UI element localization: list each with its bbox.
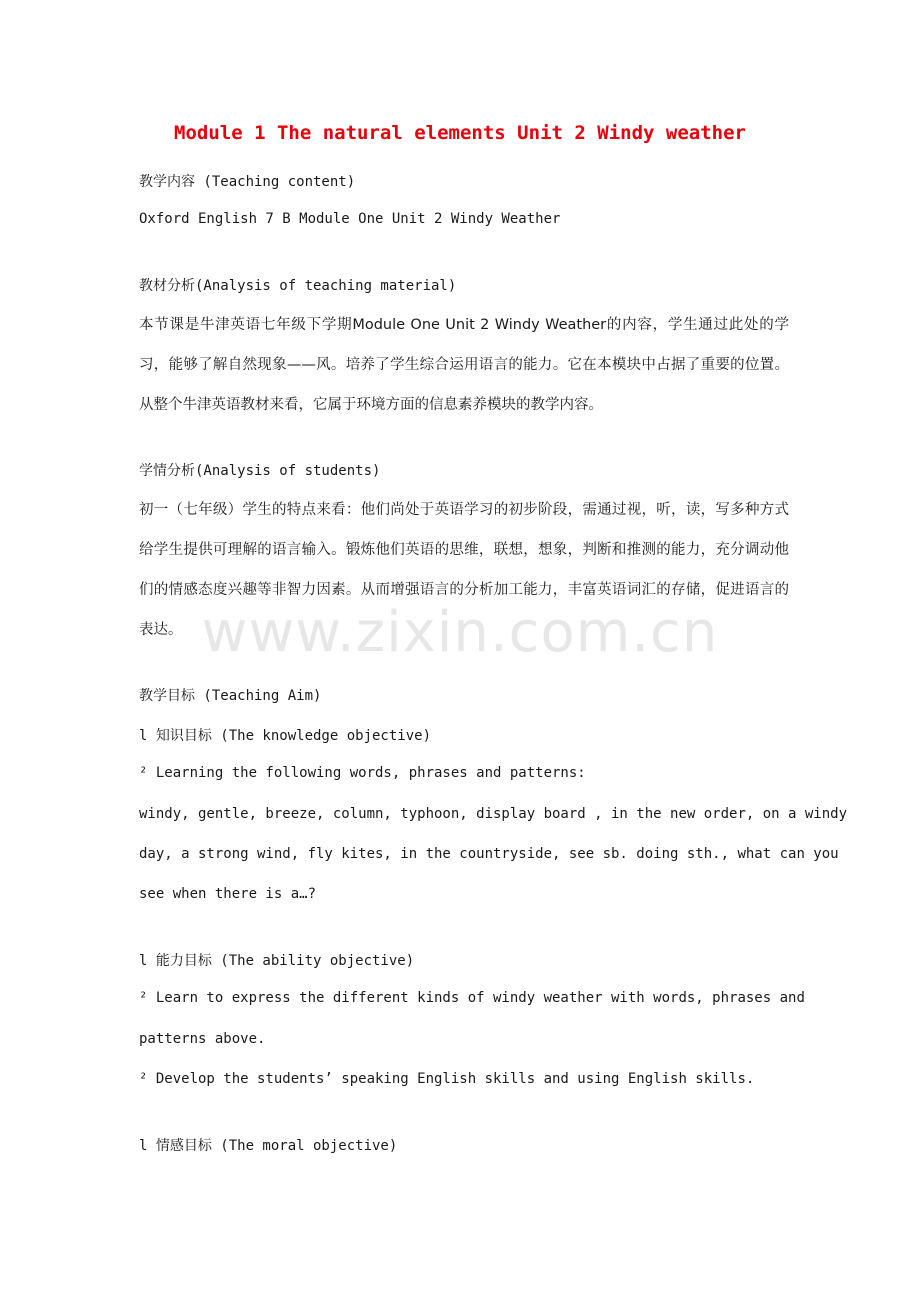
teaching-aim-heading: 教学目标 (Teaching Aim) bbox=[139, 688, 322, 704]
moral-objective-heading: l 情感目标 (The moral objective) bbox=[139, 1138, 398, 1154]
knowledge-word-list-line-1: windy, gentle, breeze, column, typhoon, display board , in the new order, on a windy bbox=[139, 806, 848, 822]
material-analysis-paragraph: 本节课是牛津英语七年级下学期Module One Unit 2 Windy Weather的内容，学生通过此处的学习，能够了解自然现象——风。培养了学生综合运用语言的能力。它在本模块中占据了重要的位置。从整个牛津英语教材来看，它属于环境方面的信息素养模块的教学内容。 bbox=[139, 317, 789, 413]
student-analysis-paragraph: 初一（七年级）学生的特点来看：他们尚处于英语学习的初步阶段，需通过视，听，读，写多种方式给学生提供可理解的语言输入。锻炼他们英语的思维，联想，想象，判断和推测的能力，充分调动他们的情感态度兴趣等非智力因素。从而增强语言的分析加工能力，丰富英语词汇的存储，促进语言的表达。 bbox=[139, 502, 789, 638]
material-analysis-heading: 教材分析(Analysis of teaching material) bbox=[139, 278, 457, 294]
document-title: Module 1 The natural elements Unit 2 Windy weather bbox=[174, 122, 746, 144]
teaching-content-text: Oxford English 7 B Module One Unit 2 Windy Weather bbox=[139, 211, 561, 227]
ability-objective-item-1-line-1: ² Learn to express the different kinds of windy weather with words, phrases and bbox=[139, 990, 805, 1006]
student-analysis-heading: 学情分析(Analysis of students) bbox=[139, 463, 381, 479]
knowledge-word-list-line-2: day, a strong wind, fly kites, in the countryside, see sb. doing sth., what can you bbox=[139, 846, 839, 862]
ability-objective-item-2: ² Develop the students’ speaking English skills and using English skills. bbox=[139, 1071, 755, 1087]
knowledge-word-list-line-3: see when there is a…? bbox=[139, 886, 317, 902]
teaching-content-heading: 教学内容 (Teaching content) bbox=[139, 174, 356, 190]
knowledge-objective-heading: l 知识目标 (The knowledge objective) bbox=[139, 728, 432, 744]
ability-objective-item-1-line-2: patterns above. bbox=[139, 1031, 266, 1047]
ability-objective-heading: l 能力目标 (The ability objective) bbox=[139, 953, 415, 969]
watermark: www.zixin.com.cn bbox=[201, 600, 719, 665]
knowledge-objective-item: ² Learning the following words, phrases and patterns: bbox=[139, 765, 586, 781]
